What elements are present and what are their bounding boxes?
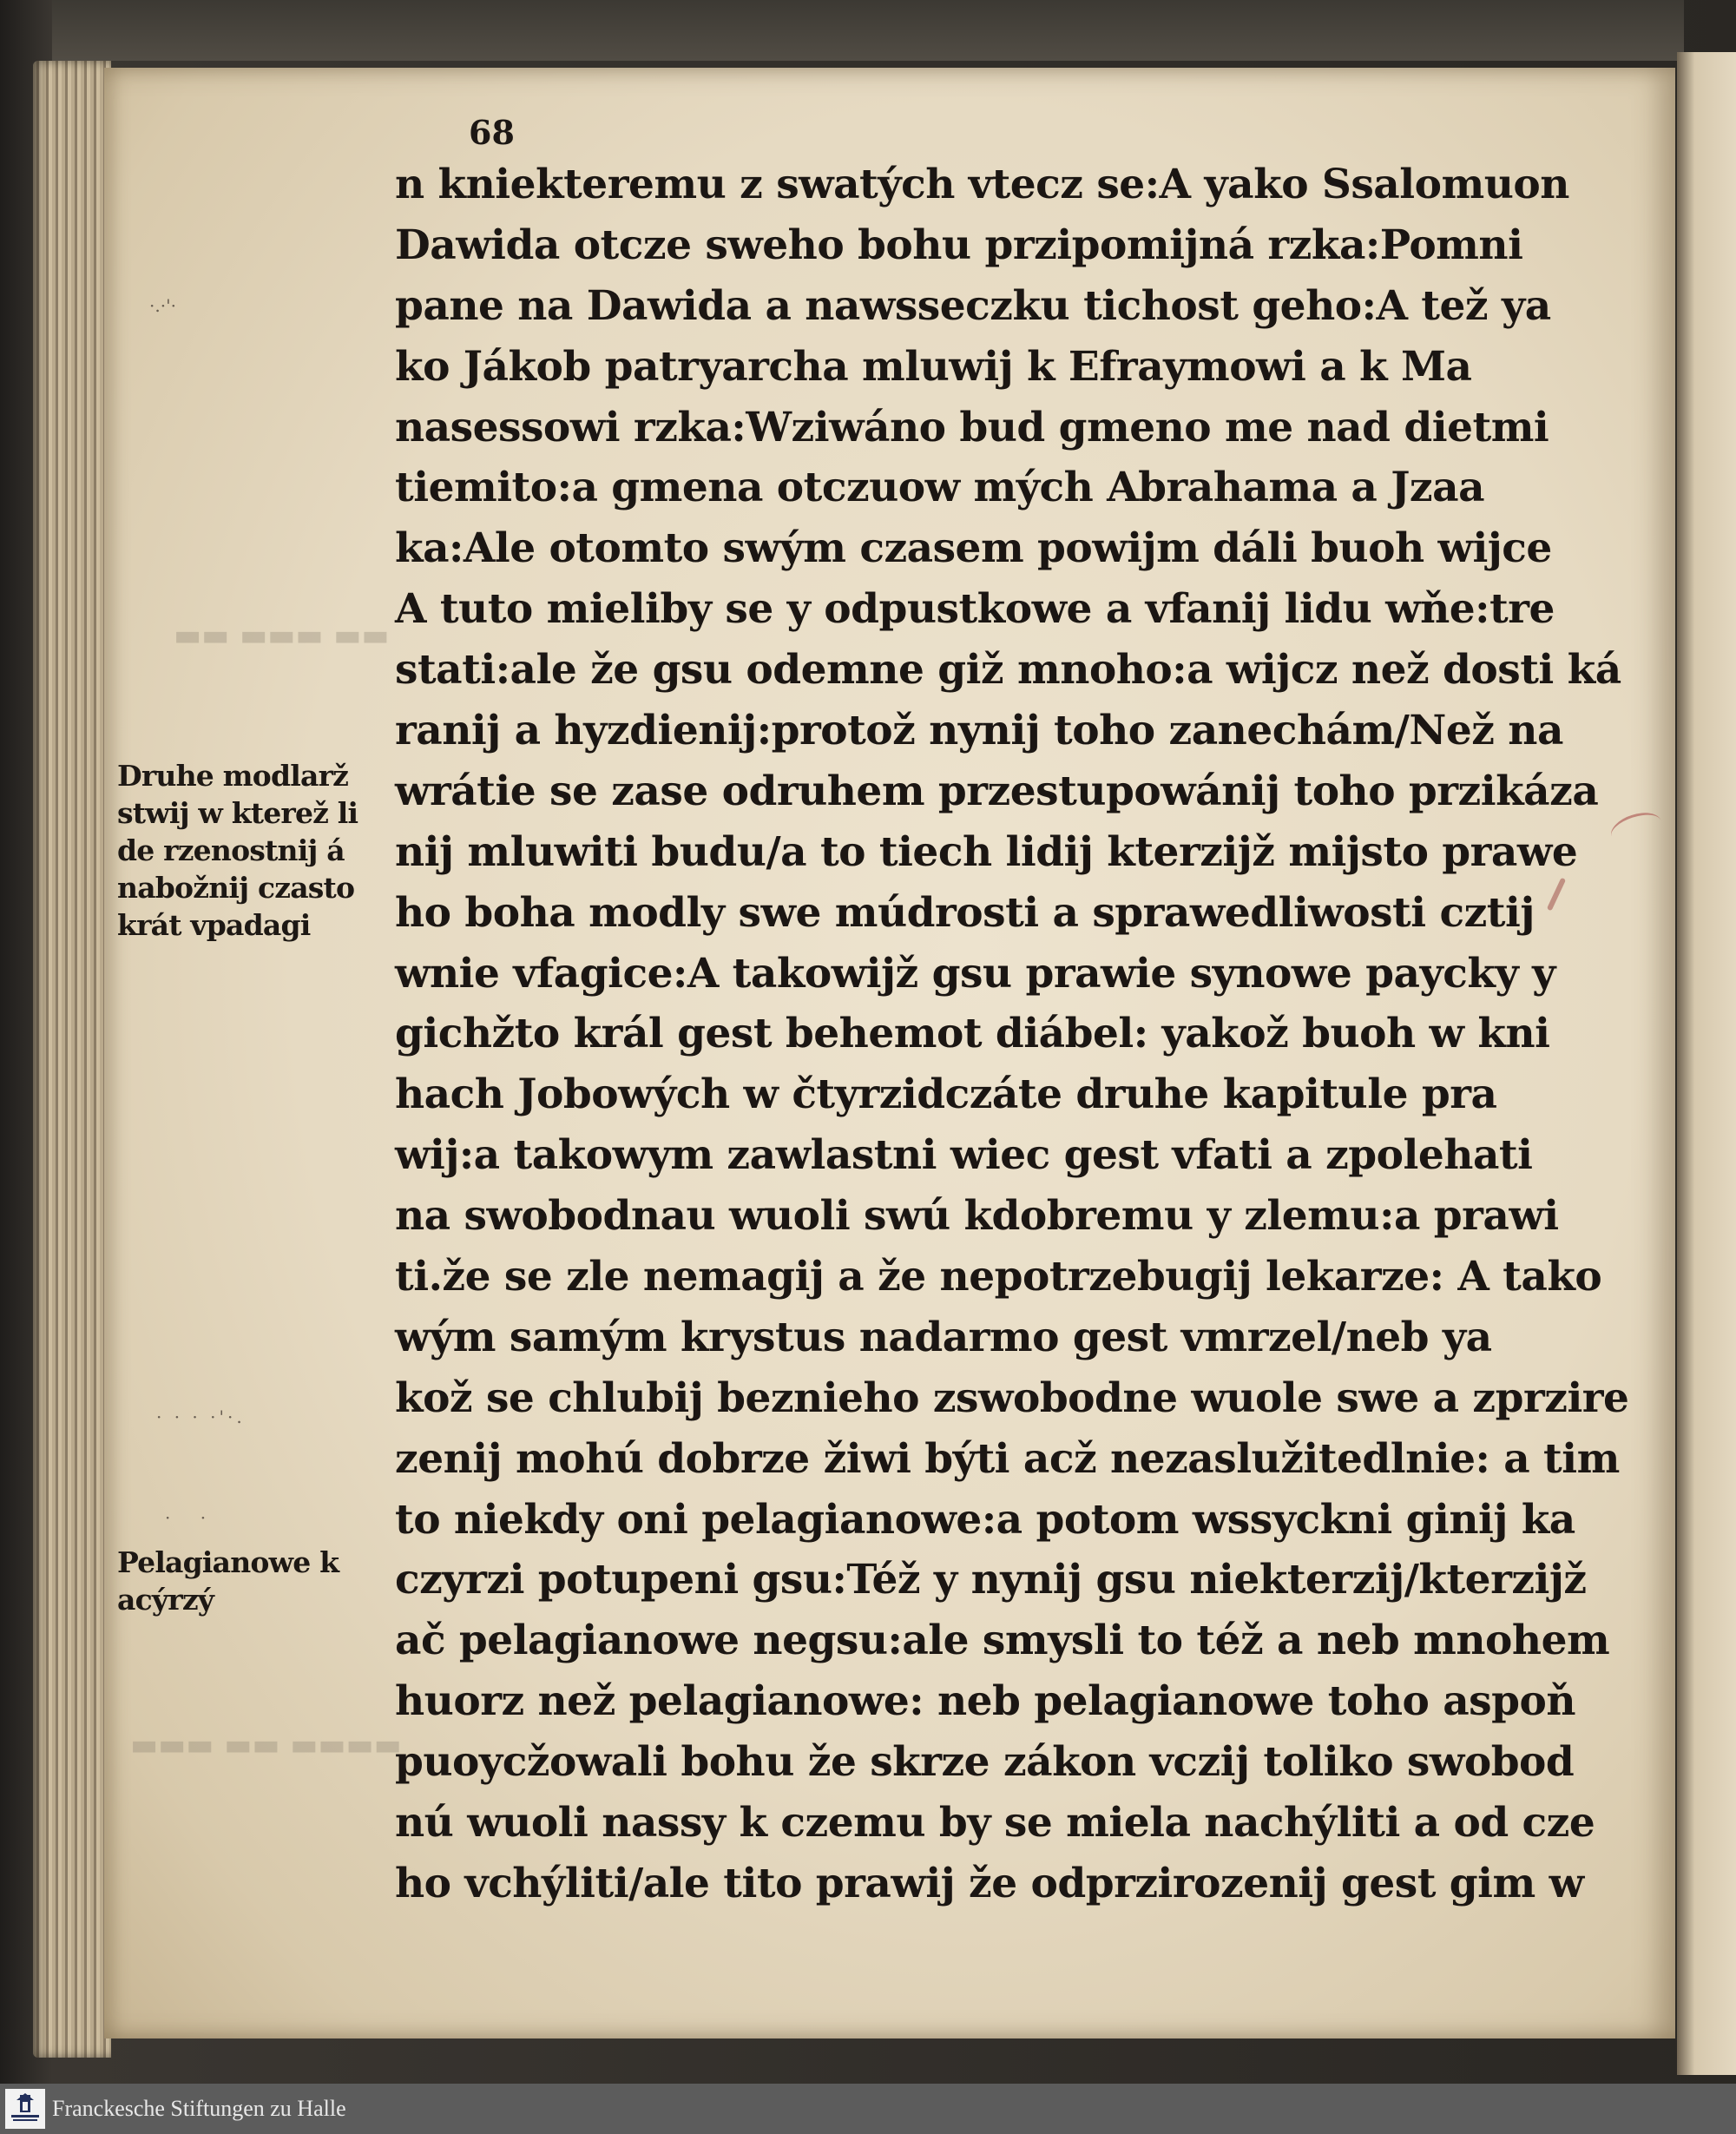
text-line: ka:Ale otomto swým czasem powijm dáli buoh wijce [395, 524, 1552, 573]
text-line: wnie vfagice:A takowijž gsu prawie synowe paycky y [395, 949, 1555, 998]
text-line: hach Jobowých w čtyrzidczáte druhe kapitule pra [395, 1070, 1497, 1119]
ink-specks: · · · ·'·. [156, 1406, 246, 1427]
text-line: czyrzi potupeni gsu:Též y nynij gsu niekterzij/kterzijž [395, 1556, 1587, 1604]
text-line: to niekdy oni pelagianowe:a potom wssyckni ginij ka [395, 1495, 1575, 1544]
logo-glyph-icon [8, 2091, 43, 2126]
showthrough-text: ▬▬▬ ▬▬ ▬▬▬▬ [130, 1728, 402, 1762]
text-line: wým samým krystus nadarmo gest vmrzel/neb ya [395, 1313, 1492, 1361]
footer-bar [0, 2084, 1736, 2134]
text-line: na swobodnau wuoli swú kdobremu y zlemu:a prawi [395, 1192, 1559, 1241]
marginal-line: stwij w kterež li [117, 796, 358, 830]
page-stack-edge [33, 61, 111, 2058]
text-line: ko Jákob patryarcha mluwij k Efraymowi a k Ma [395, 342, 1472, 391]
marginal-line: acýrzý [117, 1583, 214, 1617]
text-line: nij mluwiti budu/a to tiech lidij kterzijž mijsto prawe [395, 827, 1578, 876]
book-top-edge [52, 0, 1684, 61]
text-line: A tuto mieliby se y odpustkowe a vfanij lidu wňe:tre [395, 585, 1555, 634]
text-line: ranij a hyzdienij:protož nynij toho zanechám/Než na [395, 707, 1563, 755]
text-line: Dawida otcze sweho bohu przipomijná rzka:Pomni [395, 221, 1523, 269]
folio-number: 68 [469, 113, 515, 152]
text-line: puoycžowali bohu že skrze zákon vczij toliko swobod [395, 1738, 1575, 1787]
marginal-note-pelagians [117, 1544, 404, 1618]
footer-institution-name[interactable]: Franckesche Stiftungen zu Halle [52, 2096, 346, 2121]
franckesche-stiftungen-logo-icon[interactable] [5, 2089, 45, 2129]
marginal-line: de rzenostnij á [117, 833, 345, 867]
text-line: ho vchýliti/ale tito prawij že odprzirozenij gest gim w [395, 1859, 1584, 1907]
text-line: kož se chlubij beznieho zswobodne wuole swe a zprzire [395, 1373, 1629, 1422]
marginal-line: nabožnij czasto [117, 871, 355, 905]
ink-specks: · · [165, 1507, 219, 1528]
text-line: wrátie se zase odruhem przestupowánij toho przikáza [395, 767, 1599, 815]
text-line: nasessowi rzka:Wziwáno bud gmeno me nad dietmi [395, 403, 1549, 451]
facing-page-edge [1677, 52, 1736, 2075]
marginal-line: krát vpadagi [117, 908, 311, 942]
text-line: stati:ale že gsu odemne giž mnoho:a wijcz než dosti ká [395, 646, 1621, 695]
showthrough-text: ▬▬ ▬▬▬ ▬▬ [174, 618, 390, 653]
text-line: nú wuoli nassy k czemu by se miela nachýliti a od cze [395, 1799, 1595, 1847]
marginal-note-idolatry [117, 757, 404, 944]
text-line: wij:a takowym zawlastni wiec gest vfati a zpolehati [395, 1131, 1533, 1180]
text-line: gichžto král gest behemot diábel: yakož buoh w kni [395, 1010, 1550, 1058]
main-text-block [395, 155, 1629, 1914]
text-line: ho boha modly swe múdrosti a sprawedliwosti cztij [395, 888, 1535, 937]
ink-specks: ·.·'· [149, 295, 176, 316]
text-line: pane na Dawida a nawsseczku tichost geho:A tež ya [395, 281, 1551, 330]
text-line: n kniekteremu z swatých vtecz se:A yako Ssalomuon [395, 161, 1569, 208]
marginal-line: Druhe modlarž [117, 759, 349, 793]
text-line: tiemito:a gmena otczuow mých Abrahama a Jzaa [395, 464, 1485, 512]
text-line: zenij mohú dobrze žiwi býti acž nezaslužitedlnie: a tim [395, 1434, 1620, 1483]
marginal-line: Pelagianowe k [117, 1545, 339, 1579]
text-line: ač pelagianowe negsu:ale smysli to též a neb mnohem [395, 1617, 1610, 1665]
text-line: ti.že se zle nemagij a že nepotrzebugij lekarze: A tako [395, 1253, 1602, 1301]
text-line: huorz než pelagianowe: neb pelagianowe toho aspoň [395, 1677, 1576, 1726]
